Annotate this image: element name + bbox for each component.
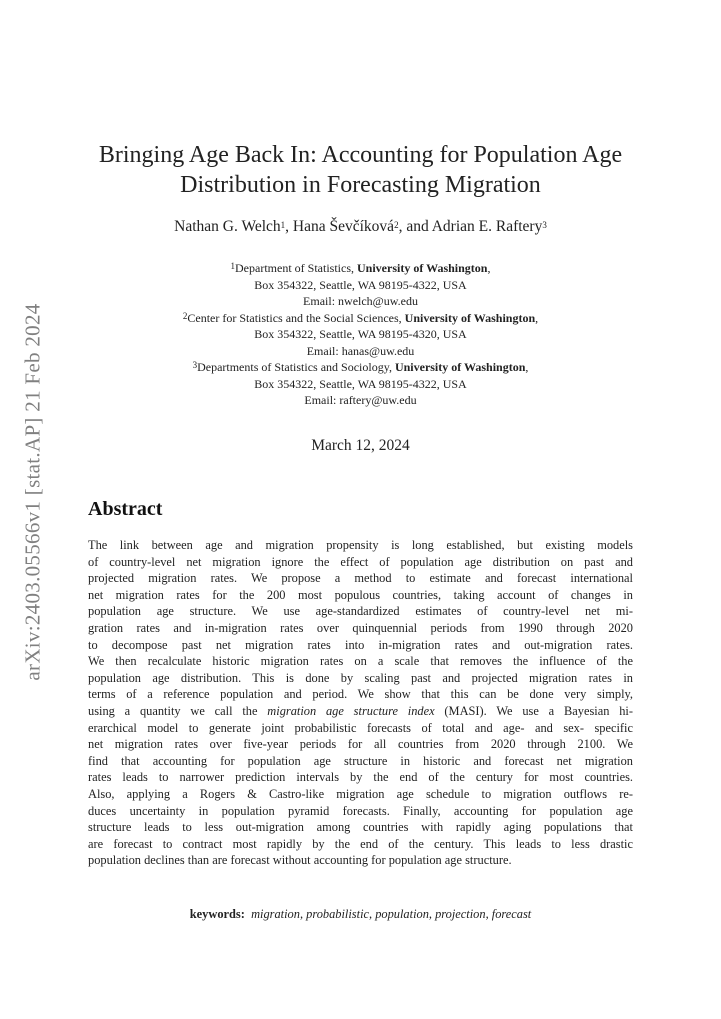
affiliation-trail: ,	[487, 261, 491, 275]
affiliation-mark: 3	[192, 360, 198, 370]
author-affiliation-mark: 3	[542, 220, 547, 230]
paper-title	[60, 140, 661, 200]
affiliation-university: University of Washington	[394, 360, 526, 374]
affiliation-line	[60, 310, 661, 327]
title-line-1: Bringing Age Back In: Accounting for Population Age	[98, 142, 623, 168]
abstract-heading: Abstract	[88, 498, 163, 520]
abstract-line	[88, 703, 633, 720]
arxiv-identifier[interactable]: arXiv:2403.05566v1 [stat.AP] 21 Feb 2024	[20, 303, 45, 681]
publication-date: March 12, 2024	[311, 437, 410, 454]
abstract-line: structure leads to less out-migration among countries with rapidly aging populations that	[88, 820, 633, 835]
affiliation-line	[60, 359, 661, 376]
abstract-line: gration rates and in-migration rates over quinquennial periods from 1990 through 2020	[88, 620, 633, 635]
author-name: Nathan G. Welch	[174, 218, 281, 235]
author-name: Adrian E. Raftery	[431, 218, 543, 235]
abstract-line: erarchical model to generate joint probabilistic forecasts of total and age- and sex- specific	[88, 720, 633, 735]
keywords	[60, 906, 661, 922]
affiliation-line	[60, 260, 661, 277]
abstract-emphasis: migration age structure index	[267, 703, 435, 718]
keywords-label: keywords:	[189, 907, 245, 921]
author-name: Hana Ševčíková	[292, 218, 395, 235]
abstract-line: population age distribution. This is done by scaling past and projected migration rates in	[88, 670, 633, 685]
abstract-line: projected migration rates. We propose a method to estimate and forecast international	[88, 571, 633, 586]
abstract-line: Also, applying a Rogers & Castro-like migration age schedule to migration outflows re-	[88, 786, 633, 801]
affiliation-mark: 2	[182, 310, 188, 321]
abstract-line: find that accounting for population age structure in historic and forecast net migration	[88, 753, 633, 768]
abstract-line: rates leads to narrower prediction intervals by the end of the century for most countries.	[88, 770, 633, 785]
abstract-body	[88, 537, 633, 869]
abstract-line: to decompose past net migration rates into in-migration rates and out-migration rates.	[88, 637, 633, 652]
abstract-line: are forecast to contract most rapidly by the end of the century. This leads to less drastic	[88, 836, 633, 851]
affiliation-email[interactable]: Email: hanas@uw.edu	[306, 343, 415, 358]
affiliation-email[interactable]: Email: nwelch@uw.edu	[303, 294, 418, 308]
abstract-line: of country-level net migration ignore the effect of population age distribution on past and	[88, 554, 633, 569]
abstract-line: The link between age and migration propensity is long established, but existing models	[88, 538, 633, 552]
author-list	[60, 217, 661, 237]
abstract-line: population age structure. We use age-standardized estimates of country-level net mi-	[88, 604, 633, 619]
author-separator: ,	[285, 218, 293, 235]
affiliations	[60, 260, 661, 409]
abstract-line: net migration rates over five-year periods for all countries from 2020 through 2100. We	[88, 737, 633, 752]
affiliation-university: University of Washington	[357, 261, 488, 275]
affiliation-address: Box 354322, Seattle, WA 98195-4322, USA	[254, 376, 467, 391]
abstract-text: (MASI). We use a Bayesian hi-	[434, 703, 633, 718]
author-separator: , and	[398, 218, 432, 235]
title-line-2: Distribution in Forecasting Migration	[180, 172, 541, 198]
affiliation-address: Box 354322, Seattle, WA 98195-4322, USA	[254, 277, 467, 292]
abstract-text: using a quantity we call the	[88, 703, 268, 718]
affiliation-university: University of Washington	[404, 310, 536, 325]
keywords-terms: migration, probabilistic, population, projection, forecast	[251, 907, 532, 921]
affiliation-trail: ,	[535, 310, 539, 325]
abstract-line: population declines than are forecast without accounting for population age structure.	[88, 853, 512, 868]
abstract-line: We then recalculate historic migration rates on a scale that removes the influence of the	[88, 654, 633, 669]
abstract-line: terms of a reference population and period. We show that this can be done very simply,	[88, 687, 633, 702]
affiliation-dept: Center for Statistics and the Social Sciences,	[187, 310, 405, 325]
abstract-line: net migration rates for the 200 most populous countries, taking account of changes in	[88, 587, 633, 602]
affiliation-dept: Departments of Statistics and Sociology,	[197, 360, 395, 374]
affiliation-dept: Department of Statistics,	[235, 261, 357, 275]
abstract-line: duces uncertainty in population pyramid forecasts. Finally, accounting for population age	[88, 803, 633, 818]
affiliation-mark: 1	[230, 261, 236, 271]
author-affiliation-mark: 2	[394, 220, 399, 230]
affiliation-email[interactable]: Email: raftery@uw.edu	[304, 393, 417, 407]
author-affiliation-mark: 1	[280, 220, 286, 230]
affiliation-address: Box 354322, Seattle, WA 98195-4320, USA	[254, 327, 467, 341]
affiliation-trail: ,	[525, 360, 529, 374]
